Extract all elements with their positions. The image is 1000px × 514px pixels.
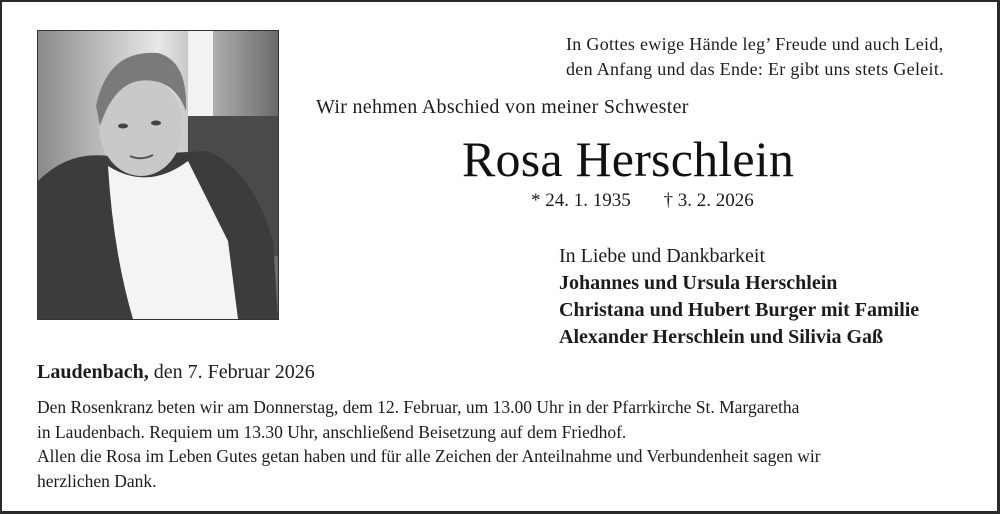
place-date	[37, 361, 315, 384]
portrait-photo	[37, 30, 279, 320]
service-details	[37, 395, 821, 493]
body-line: Allen die Rosa im Leben Gutes getan haben und für alle Zeichen der Anteilnahme und Verbundenheit sagen wir	[37, 446, 821, 466]
deceased-name: Rosa Herschlein	[462, 131, 795, 187]
notice-date: den 7. Februar 2026	[148, 361, 315, 383]
place-town: Laudenbach,	[37, 361, 149, 383]
signer-name: Johannes und Ursula Herschlein	[559, 272, 838, 294]
intro-text: Wir nehmen Abschied von meiner Schwester	[316, 96, 689, 118]
body-line: Den Rosenkranz beten wir am Donnerstag, dem 12. Februar, um 13.00 Uhr in der Pfarrkirche St. Margaretha	[37, 397, 800, 417]
motto-verse	[566, 32, 944, 82]
death-date: † 3. 2. 2026	[663, 190, 754, 211]
signer-name: Alexander Herschlein und Silivia Gaß	[559, 326, 884, 348]
signers-block	[559, 243, 919, 351]
signers-heading: In Liebe und Dankbarkeit	[559, 245, 766, 267]
motto-line-1: In Gottes ewige Hände leg’ Freude und auch Leid,	[566, 34, 944, 54]
body-line: herzlichen Dank.	[37, 470, 157, 491]
signer-name: Christana und Hubert Burger mit Familie	[559, 299, 920, 321]
body-line: in Laudenbach. Requiem um 13.30 Uhr, anschließend Beisetzung auf dem Friedhof.	[37, 421, 627, 442]
birth-date: * 24. 1. 1935	[531, 190, 631, 211]
motto-line-2: den Anfang und das Ende: Er gibt uns stets Geleit.	[566, 59, 944, 79]
life-dates	[531, 190, 782, 212]
